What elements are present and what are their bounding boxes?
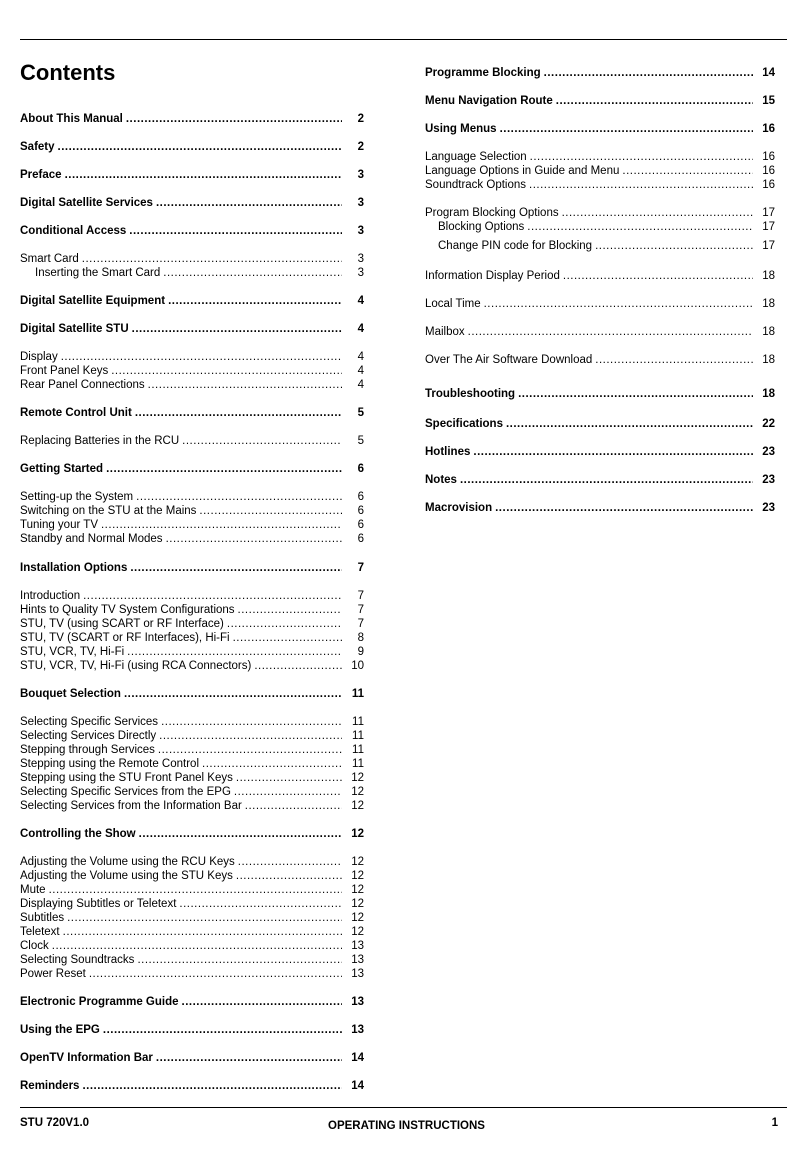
toc-entry-page: 12 — [351, 870, 364, 882]
toc-entry — [20, 294, 364, 308]
toc-entry — [20, 112, 364, 126]
toc-entry-page: 11 — [352, 716, 364, 728]
toc-entry-page: 3 — [357, 197, 364, 209]
toc-entry-page: 7 — [357, 562, 364, 574]
toc-entry — [20, 953, 364, 967]
toc-entry-page: 12 — [351, 898, 364, 910]
toc-entry-label: Getting Started — [20, 463, 104, 475]
toc-entry — [425, 501, 775, 515]
toc-leader-dots — [506, 417, 753, 431]
toc-entry — [20, 925, 364, 939]
toc-leader-dots — [159, 729, 342, 743]
toc-entry — [20, 266, 364, 280]
toc-entry — [20, 995, 364, 1009]
toc-entry-page: 6 — [357, 533, 364, 545]
toc-entry — [20, 168, 364, 182]
toc-entry-label: Hotlines — [425, 446, 471, 458]
toc-entry-label: Information Display Period — [425, 270, 560, 282]
toc-leader-dots — [182, 995, 343, 1009]
toc-leader-dots — [473, 445, 753, 459]
toc-entry — [20, 406, 364, 420]
toc-entry — [20, 617, 364, 631]
toc-entry-label: Using the EPG — [20, 1024, 100, 1036]
toc-entry-page: 17 — [762, 240, 775, 252]
toc-entry-page: 13 — [351, 996, 364, 1008]
toc-entry-label: Stepping through Services — [20, 744, 155, 756]
toc-leader-dots — [136, 490, 342, 504]
toc-leader-dots — [595, 353, 753, 367]
toc-leader-dots — [163, 266, 342, 280]
toc-entry — [20, 532, 364, 546]
toc-entry-page: 12 — [351, 884, 364, 896]
toc-entry — [20, 883, 364, 897]
toc-entry — [425, 178, 775, 192]
toc-entry — [20, 659, 364, 673]
toc-entry — [20, 897, 364, 911]
toc-entry-page: 12 — [351, 800, 364, 812]
toc-entry — [20, 729, 364, 743]
toc-entry-label: Adjusting the Volume using the RCU Keys — [20, 856, 235, 868]
toc-entry-page: 4 — [357, 351, 364, 363]
toc-entry-label: Switching on the STU at the Mains — [20, 505, 197, 517]
toc-entry — [20, 589, 364, 603]
toc-entry-page: 3 — [357, 253, 364, 265]
toc-leader-dots — [52, 939, 342, 953]
toc-entry — [20, 350, 364, 364]
toc-leader-dots — [529, 178, 753, 192]
toc-entry-page: 23 — [762, 474, 775, 486]
toc-entry — [20, 869, 364, 883]
toc-entry-label: STU, VCR, TV, Hi-Fi — [20, 646, 125, 658]
toc-entry — [425, 473, 775, 487]
footer-model: STU 720V1.0 — [20, 1117, 90, 1129]
toc-entry-page: 13 — [351, 1024, 364, 1036]
toc-entry-page: 13 — [351, 940, 364, 952]
toc-entry — [425, 445, 775, 459]
toc-entry-label: Selecting Specific Services — [20, 716, 159, 728]
toc-entry-label: Stepping using the STU Front Panel Keys — [20, 772, 233, 784]
toc-entry-page: 16 — [762, 179, 775, 191]
toc-entry-label: Teletext — [20, 926, 60, 938]
toc-entry — [20, 743, 364, 757]
toc-leader-dots — [89, 967, 342, 981]
toc-leader-dots — [58, 140, 342, 154]
toc-entry-label: Program Blocking Options — [425, 207, 559, 219]
toc-entry — [425, 387, 775, 401]
toc-leader-dots — [124, 687, 342, 701]
toc-leader-dots — [61, 350, 342, 364]
toc-leader-dots — [148, 378, 342, 392]
toc-entry-page: 11 — [352, 758, 364, 770]
toc-entry-label: Mailbox — [425, 326, 465, 338]
toc-entry-page: 4 — [357, 295, 364, 307]
toc-entry-label: Tuning your TV — [20, 519, 98, 531]
toc-entry — [20, 827, 364, 841]
toc-entry-label: Macrovision — [425, 502, 493, 514]
toc-entry-page: 22 — [762, 418, 775, 430]
toc-leader-dots — [65, 168, 342, 182]
toc-leader-dots — [158, 743, 342, 757]
toc-entry-page: 18 — [762, 270, 775, 282]
toc-entry-label: Over The Air Software Download — [425, 354, 593, 366]
toc-entry-label: Selecting Services Directly — [20, 730, 157, 742]
toc-entry-page: 12 — [351, 828, 364, 840]
toc-entry-label: Local Time — [425, 298, 481, 310]
toc-entry — [20, 715, 364, 729]
toc-leader-dots — [484, 297, 753, 311]
toc-entry — [20, 378, 364, 392]
toc-entry-page: 18 — [762, 388, 775, 400]
toc-leader-dots — [156, 1051, 342, 1065]
toc-entry-page: 18 — [762, 326, 775, 338]
toc-entry-label: Display — [20, 351, 58, 363]
toc-entry-label: Mute — [20, 884, 46, 896]
toc-entry-label: Introduction — [20, 590, 81, 602]
toc-leader-dots — [238, 603, 342, 617]
toc-leader-dots — [622, 164, 753, 178]
toc-entry-label: Adjusting the Volume using the STU Keys — [20, 870, 233, 882]
toc-leader-dots — [500, 122, 753, 136]
toc-leader-dots — [126, 112, 342, 126]
toc-leader-dots — [254, 659, 342, 673]
toc-entry-label: Power Reset — [20, 968, 86, 980]
toc-entry-label: Programme Blocking — [425, 67, 541, 79]
toc-entry — [425, 353, 775, 367]
toc-entry-label: STU, VCR, TV, Hi-Fi (using RCA Connectors) — [20, 660, 252, 672]
toc-entry — [20, 252, 364, 266]
toc-entry-page: 12 — [351, 856, 364, 868]
toc-entry — [20, 434, 364, 448]
toc-entry-page: 13 — [351, 968, 364, 980]
toc-entry-page: 18 — [762, 298, 775, 310]
toc-entry-label: Notes — [425, 474, 457, 486]
toc-entry — [20, 561, 364, 575]
toc-entry-label: Clock — [20, 940, 49, 952]
toc-entry-page: 12 — [351, 912, 364, 924]
toc-leader-dots — [83, 589, 342, 603]
toc-leader-dots — [137, 953, 342, 967]
toc-leader-dots — [236, 771, 342, 785]
toc-entry — [425, 150, 775, 164]
toc-leader-dots — [468, 325, 753, 339]
toc-leader-dots — [227, 617, 342, 631]
toc-entry-label: Bouquet Selection — [20, 688, 121, 700]
toc-entry-label: Troubleshooting — [425, 388, 516, 400]
toc-entry-page: 14 — [762, 67, 775, 79]
toc-entry-label: OpenTV Information Bar — [20, 1052, 153, 1064]
toc-entry-page: 23 — [762, 502, 775, 514]
toc-leader-dots — [236, 869, 342, 883]
toc-entry-label: Displaying Subtitles or Teletext — [20, 898, 177, 910]
toc-entry-label: Selecting Specific Services from the EPG — [20, 786, 231, 798]
toc-leader-dots — [130, 561, 342, 575]
toc-entry-page: 4 — [357, 379, 364, 391]
toc-entry — [20, 631, 364, 645]
toc-leader-dots — [63, 925, 342, 939]
toc-entry-label: Subtitles — [20, 912, 65, 924]
toc-entry-label: Digital Satellite STU — [20, 323, 129, 335]
toc-entry-page: 12 — [351, 786, 364, 798]
toc-entry — [425, 206, 775, 220]
toc-entry-page: 17 — [762, 207, 775, 219]
toc-leader-dots — [460, 473, 753, 487]
toc-entry — [20, 771, 364, 785]
toc-entry-page: 9 — [357, 646, 364, 658]
toc-entry — [20, 462, 364, 476]
bottom-rule — [20, 1107, 787, 1108]
toc-leader-dots — [129, 224, 342, 238]
toc-entry-label: Electronic Programme Guide — [20, 996, 179, 1008]
toc-entry-page: 15 — [762, 95, 775, 107]
toc-leader-dots — [49, 883, 342, 897]
toc-entry-label: Digital Satellite Equipment — [20, 295, 166, 307]
toc-entry — [20, 1051, 364, 1065]
toc-entry-label: Front Panel Keys — [20, 365, 109, 377]
toc-leader-dots — [101, 518, 342, 532]
toc-entry-label: Preface — [20, 169, 62, 181]
toc-entry-page: 11 — [352, 744, 364, 756]
toc-entry — [425, 417, 775, 431]
toc-entry-label: Hints to Quality TV System Configurations — [20, 604, 235, 616]
toc-leader-dots — [156, 196, 342, 210]
toc-entry-label: Reminders — [20, 1080, 80, 1092]
top-rule — [20, 39, 787, 40]
toc-entry-page: 7 — [357, 618, 364, 630]
toc-entry — [20, 785, 364, 799]
toc-leader-dots — [556, 94, 753, 108]
toc-entry — [20, 1023, 364, 1037]
toc-entry-label: Stepping using the Remote Control — [20, 758, 199, 770]
toc-leader-dots — [161, 715, 342, 729]
toc-entry — [20, 490, 364, 504]
toc-entry-label: About This Manual — [20, 113, 123, 125]
toc-entry — [20, 322, 364, 336]
toc-entry — [425, 164, 775, 178]
toc-entry-page: 7 — [357, 590, 364, 602]
toc-entry-label: Installation Options — [20, 562, 128, 574]
toc-entry-label: Using Menus — [425, 123, 497, 135]
toc-entry-page: 11 — [351, 688, 364, 700]
toc-entry-label: STU, TV (SCART or RF Interfaces), Hi-Fi — [20, 632, 230, 644]
toc-entry-label: Language Selection — [425, 151, 527, 163]
toc-leader-dots — [179, 897, 342, 911]
toc-entry — [425, 122, 775, 136]
toc-entry-label: Smart Card — [20, 253, 79, 265]
toc-leader-dots — [202, 757, 342, 771]
toc-entry-page: 16 — [762, 165, 775, 177]
toc-entry — [20, 757, 364, 771]
toc-leader-dots — [127, 645, 342, 659]
toc-entry-page: 2 — [357, 141, 364, 153]
toc-entry-page: 16 — [762, 151, 775, 163]
toc-entry-page: 4 — [357, 323, 364, 335]
toc-entry-page: 13 — [351, 954, 364, 966]
toc-entry — [425, 239, 775, 253]
toc-entry — [20, 645, 364, 659]
toc-entry-label: Safety — [20, 141, 55, 153]
footer-doc-title: OPERATING INSTRUCTIONS — [328, 1120, 485, 1132]
toc-entry — [425, 94, 775, 108]
toc-entry-page: 7 — [357, 604, 364, 616]
toc-entry-label: Blocking Options — [438, 221, 525, 233]
toc-entry-page: 6 — [357, 491, 364, 503]
toc-entry-page: 3 — [357, 225, 364, 237]
toc-entry — [425, 220, 775, 234]
toc-leader-dots — [182, 434, 342, 448]
toc-entry — [425, 66, 775, 80]
toc-entry-label: Standby and Normal Modes — [20, 533, 163, 545]
toc-entry-page: 10 — [351, 660, 364, 672]
toc-entry — [20, 911, 364, 925]
toc-entry-page: 3 — [357, 267, 364, 279]
toc-entry — [20, 799, 364, 813]
toc-entry-label: Controlling the Show — [20, 828, 136, 840]
toc-entry-page: 2 — [357, 113, 364, 125]
toc-entry — [20, 855, 364, 869]
toc-entry-page: 12 — [351, 926, 364, 938]
toc-entry-label: Inserting the Smart Card — [35, 267, 161, 279]
toc-entry — [20, 504, 364, 518]
toc-leader-dots — [233, 631, 342, 645]
toc-entry — [20, 687, 364, 701]
toc-entry-label: Change PIN code for Blocking — [438, 240, 593, 252]
toc-entry-label: Digital Satellite Services — [20, 197, 153, 209]
toc-entry-page: 8 — [357, 632, 364, 644]
toc-entry-page: 6 — [357, 463, 364, 475]
toc-leader-dots — [530, 150, 753, 164]
toc-leader-dots — [527, 220, 753, 234]
toc-entry-page: 17 — [762, 221, 775, 233]
toc-leader-dots — [199, 504, 342, 518]
toc-entry-page: 6 — [357, 505, 364, 517]
toc-entry-label: Remote Control Unit — [20, 407, 132, 419]
toc-leader-dots — [168, 294, 342, 308]
toc-entry — [425, 269, 775, 283]
toc-entry-label: Language Options in Guide and Menu — [425, 165, 620, 177]
toc-entry — [20, 939, 364, 953]
toc-entry-label: Setting-up the System — [20, 491, 134, 503]
toc-entry-label: Selecting Soundtracks — [20, 954, 135, 966]
toc-entry — [20, 603, 364, 617]
toc-entry-page: 16 — [762, 123, 775, 135]
toc-leader-dots — [234, 785, 342, 799]
toc-entry-page: 18 — [762, 354, 775, 366]
toc-leader-dots — [595, 239, 753, 253]
toc-entry-page: 6 — [357, 519, 364, 531]
toc-entry-page: 14 — [351, 1080, 364, 1092]
toc-leader-dots — [166, 532, 342, 546]
toc-leader-dots — [518, 387, 753, 401]
toc-leader-dots — [132, 322, 342, 336]
toc-entry-page: 12 — [351, 772, 364, 784]
toc-leader-dots — [562, 206, 753, 220]
toc-entry — [20, 140, 364, 154]
toc-leader-dots — [245, 799, 342, 813]
toc-entry-page: 5 — [357, 407, 364, 419]
toc-entry — [20, 967, 364, 981]
toc-entry-label: Soundtrack Options — [425, 179, 527, 191]
toc-entry-label: Specifications — [425, 418, 503, 430]
toc-leader-dots — [106, 462, 342, 476]
toc-entry-label: Rear Panel Connections — [20, 379, 145, 391]
toc-leader-dots — [135, 406, 342, 420]
toc-entry-page: 3 — [357, 169, 364, 181]
toc-leader-dots — [238, 855, 342, 869]
toc-entry — [425, 297, 775, 311]
footer-page-number: 1 — [771, 1117, 778, 1129]
toc-entry-page: 14 — [351, 1052, 364, 1064]
toc-entry-label: Conditional Access — [20, 225, 127, 237]
toc-entry-page: 5 — [357, 435, 364, 447]
toc-leader-dots — [82, 1079, 342, 1093]
toc-entry — [20, 224, 364, 238]
toc-entry-page: 4 — [357, 365, 364, 377]
toc-leader-dots — [103, 1023, 342, 1037]
toc-entry-page: 23 — [762, 446, 775, 458]
page-title: Contents — [20, 60, 116, 85]
toc-entry — [20, 364, 364, 378]
toc-entry — [20, 1079, 364, 1093]
toc-leader-dots — [563, 269, 753, 283]
toc-leader-dots — [82, 252, 342, 266]
toc-entry-label: Selecting Services from the Information Bar — [20, 800, 242, 812]
toc-entry — [425, 325, 775, 339]
toc-entry-label: Menu Navigation Route — [425, 95, 553, 107]
toc-entry — [20, 518, 364, 532]
toc-leader-dots — [544, 66, 753, 80]
toc-entry-label: Replacing Batteries in the RCU — [20, 435, 180, 447]
toc-leader-dots — [111, 364, 342, 378]
toc-leader-dots — [139, 827, 342, 841]
toc-leader-dots — [67, 911, 342, 925]
toc-entry-label: STU, TV (using SCART or RF Interface) — [20, 618, 224, 630]
toc-leader-dots — [495, 501, 753, 515]
toc-entry — [20, 196, 364, 210]
toc-entry-page: 11 — [352, 730, 364, 742]
